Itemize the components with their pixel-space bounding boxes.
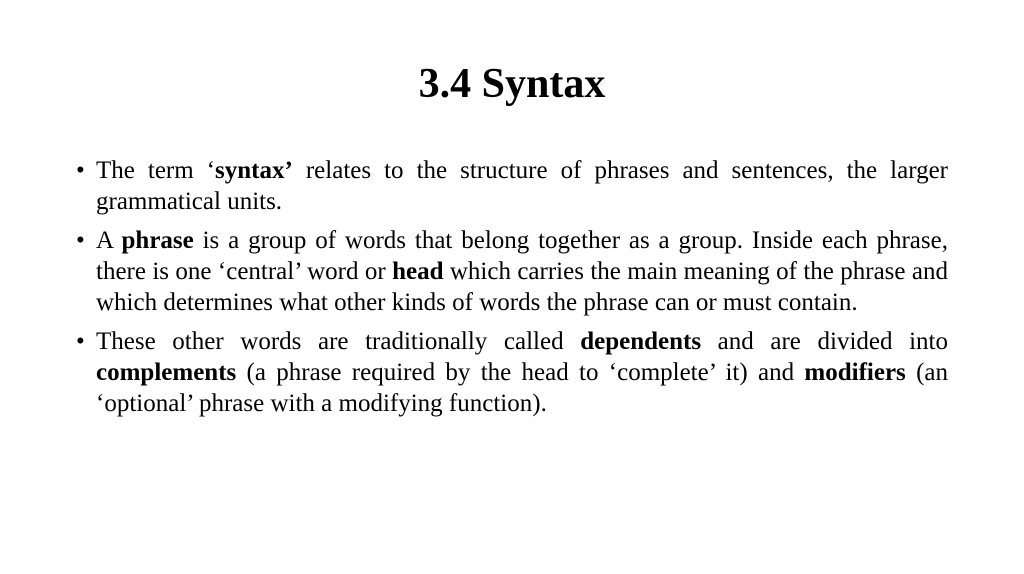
bullet-text-segment: (a phrase required by the head to ‘complete’ it) and bbox=[236, 359, 805, 386]
bullet-list bbox=[76, 155, 948, 427]
bullet-icon: • bbox=[76, 157, 85, 184]
bullet-text-segment: These other words are traditionally called bbox=[96, 328, 581, 355]
bullet-text-segment: (an ‘optional’ phrase with a modifying function). bbox=[96, 359, 949, 417]
bullet-text-segment: and are divided into bbox=[701, 328, 948, 355]
bullet-item-syntax bbox=[76, 155, 948, 217]
bold-term-head: head bbox=[392, 258, 444, 285]
bullet-text-segment: A bbox=[96, 227, 122, 254]
bullet-icon: • bbox=[76, 227, 85, 254]
bullet-item-phrase bbox=[76, 225, 948, 318]
bullet-item-dependents bbox=[76, 326, 948, 419]
bullet-text-segment: which carries the main meaning of the phrase and which determines what other kinds of words the phrase can or must contain. bbox=[96, 258, 948, 316]
bullet-text-segment: is a group of words that belong together as a group. Inside each phrase, there is one ‘central’ word or bbox=[96, 227, 948, 285]
bold-term-complements: complements bbox=[96, 359, 237, 386]
bold-term-phrase: phrase bbox=[121, 227, 194, 254]
bullet-icon: • bbox=[76, 328, 85, 355]
bullet-text-segment: The term ‘ bbox=[96, 157, 216, 184]
bullet-text-segment: relates to the structure of phrases and sentences, the larger grammatical units. bbox=[96, 157, 948, 215]
bold-term-syntax: syntax’ bbox=[215, 157, 293, 184]
bold-term-modifiers: modifiers bbox=[804, 359, 906, 386]
slide-title: 3.4 Syntax bbox=[418, 61, 606, 107]
bold-term-dependents: dependents bbox=[580, 328, 702, 355]
